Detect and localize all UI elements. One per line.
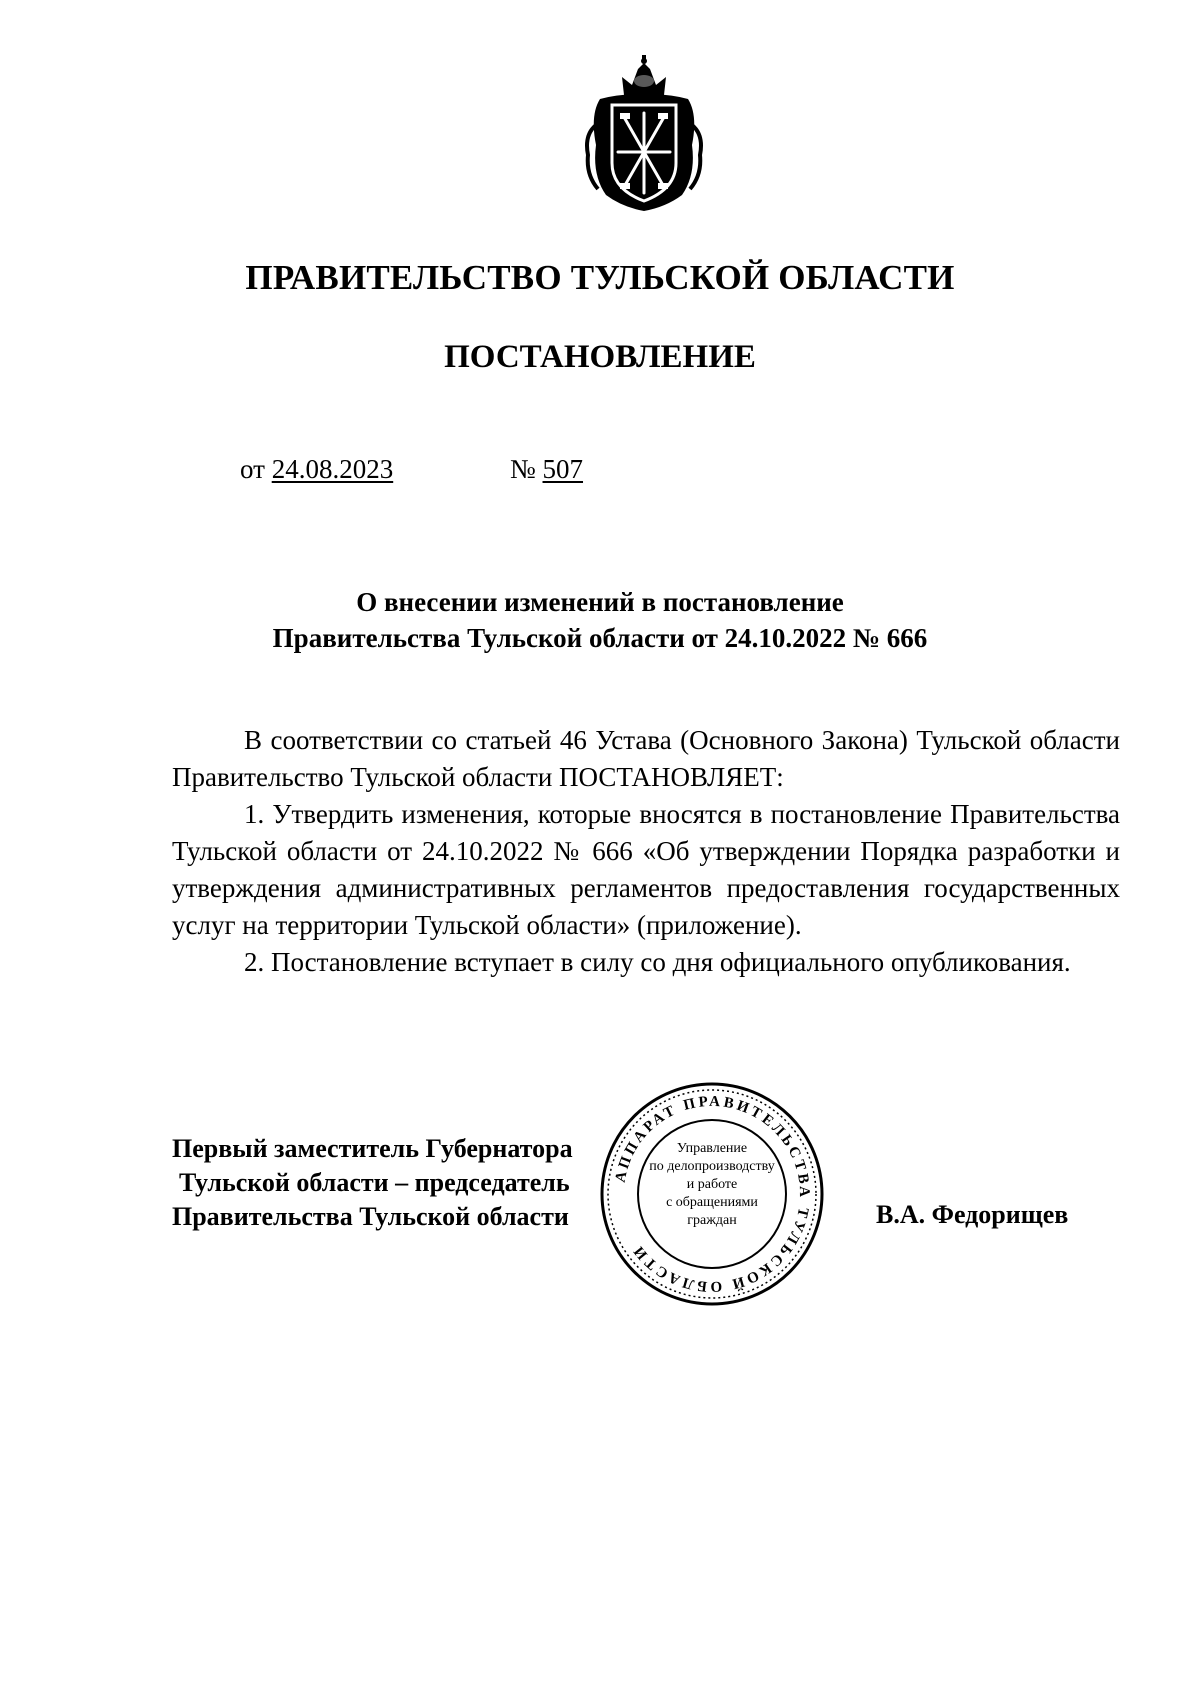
signatory-title-line-1: Первый заместитель Губернатора	[172, 1134, 573, 1163]
signatory-name: В.А. Федорищев	[876, 1200, 1069, 1229]
subject-line-2: Правительства Тульской области от 24.10.2022 № 666	[272, 623, 928, 653]
document-subject	[0, 584, 1200, 656]
signatory-title	[172, 1132, 573, 1234]
tula-coat-of-arms-icon	[582, 55, 706, 215]
body-paragraph-item-1: 1. Утвердить изменения, которые вносятся в постановление Правительства Тульской области от 24.10.2022 № 666 «Об утверждении Порядка разработки и утверждения административных регламентов предоставления государственных услуг на территории Тульской области» (приложение).	[172, 799, 1120, 940]
number-value: 507	[542, 454, 584, 484]
number-prefix: №	[510, 454, 536, 484]
document-body	[172, 722, 1120, 981]
stamp-line-5: граждан	[687, 1213, 737, 1228]
organization-name: ПРАВИТЕЛЬСТВО ТУЛЬСКОЙ ОБЛАСТИ	[245, 258, 955, 297]
body-paragraph-preamble: В соответствии со статьей 46 Устава (Основного Закона) Тульской области Правительство Тульской области ПОСТАНОВЛЯЕТ:	[172, 725, 1120, 792]
stamp-line-2: по делопроизводству	[649, 1159, 775, 1174]
date-prefix: от	[240, 454, 265, 484]
stamp-inner-text	[640, 1140, 784, 1230]
subject-line-1: О внесении изменений в постановление	[356, 587, 844, 617]
document-number	[510, 454, 583, 485]
signatory-title-line-3: Правительства Тульской области	[172, 1202, 569, 1231]
document-date	[240, 454, 393, 485]
stamp-line-3: и работе	[686, 1177, 738, 1192]
signatory-title-line-2: Тульской области – председатель	[179, 1168, 570, 1197]
body-paragraph-item-2: 2. Постановление вступает в силу со дня официального опубликования.	[244, 947, 1071, 977]
stamp-ring-text: АППАРАТ ПРАВИТЕЛЬСТВА ТУЛЬСКОЙ ОБЛАСТИ	[612, 1093, 813, 1295]
stamp-line-1: Управление	[676, 1141, 748, 1156]
stamp-line-4: с обращениями	[666, 1195, 758, 1210]
date-value: 24.08.2023	[271, 454, 394, 484]
document-type: ПОСТАНОВЛЕНИЕ	[444, 339, 756, 375]
